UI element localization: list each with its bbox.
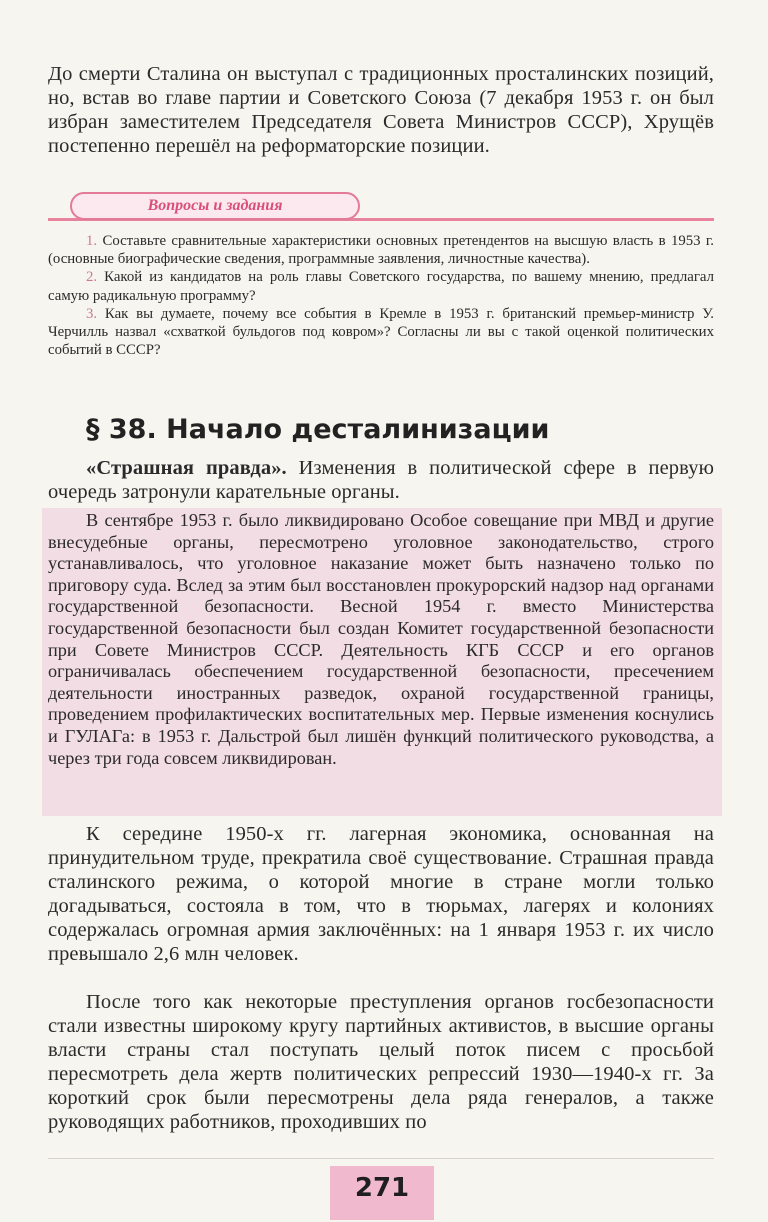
section-title: § 38. Начало десталинизации [86, 414, 550, 445]
paragraph-3-text: К середине 1950-х гг. лагерная экономика, основанная на принудительном труде, прекратила своё существование. Страшная правда сталинского режима, о которой многие в стране могли только догадываться, состояла в том, что в тюрьмах, лагерях и колониях содержалась огромная армия заключённых: на 1 января 1953 г. их число превышало 2,6 млн человек. [48, 823, 714, 965]
question-number: 2. [86, 269, 98, 286]
intro-paragraph [48, 62, 714, 158]
footer-divider [48, 1158, 714, 1159]
question-text: Какой из кандидатов на роль главы Советского государства, по вашему мнению, предлагал самую радикальную программу? [48, 269, 714, 304]
page-number: 271 [354, 1173, 410, 1203]
subsection-intro-text [48, 456, 714, 504]
question-item [48, 305, 714, 360]
question-number: 3. [86, 305, 98, 322]
paragraph-4 [48, 990, 714, 1134]
question-number: 1. [86, 233, 98, 249]
highlighted-paragraph [48, 510, 714, 769]
question-item [48, 268, 714, 304]
questions-list [48, 232, 714, 359]
question-text: Как вы думаете, почему все события в Кремле в 1953 г. британский премьер-министр У. Черчилль назвал «схваткой бульдогов под ковром»? Согласны ли вы с такой оценкой политических событий в СССР? [48, 305, 714, 359]
highlighted-text: В сентябре 1953 г. было ликвидировано Особое совещание при МВД и другие внесудебные органы, пересмотрено уголовное законодательство, строго устанавливалось, что уголовное наказание может быть назначено только по приговору суда. Вслед за этим был восстановлен прокурорский надзор над органами государственной безопасности. Весной 1954 г. вместо Министерства государственной безопасности был создан Комитет государственной безопасности при Совете Министров СССР. Деятельность КГБ СССР и его органов ограничивалась обеспечением государственной безопасности, пресечением деятельности иностранных разведок, охраной государственной границы, проведением профилактических воспитательных мер. Первые изменения коснулись и ГУЛАГа: в 1953 г. Дальстрой был лишён функций политического руководства, а через три года совсем ликвидирован. [48, 510, 714, 768]
subsection-lead: «Страшная правда». [86, 457, 287, 479]
question-text: Составьте сравнительные характеристики основных претендентов на высшую власть в 1953 г. (основные биографические сведения, программные заявления, личностные качества). [48, 233, 714, 268]
question-item [48, 232, 714, 268]
subsection-lead-text: Изменения в политической сфере в первую очередь затронули карательные органы. [48, 457, 714, 503]
questions-header [48, 192, 714, 222]
intro-text: До смерти Сталина он выступал с традиционных просталинских позиций, но, встав во главе партии и Советского Союза (7 декабря 1953 г. он был избран заместителем Председателя Совета Министров СССР), Хрущёв постепенно перешёл на реформаторские позиции. [48, 63, 714, 157]
paragraph-3 [48, 822, 714, 966]
paragraph-4-text: После того как некоторые преступления органов госбезопасности стали известны широкому кругу партийных активистов, в высшие органы власти страны стал поступать целый поток писем с просьбой пересмотреть дела жертв политических репрессий 1930—1940-х гг. За короткий срок были пересмотрены дела ряда генералов, а также руководящих работников, проходивших по [48, 991, 714, 1133]
questions-pill [70, 192, 360, 220]
subsection-intro [48, 456, 714, 504]
questions-title: Вопросы и задания [147, 197, 283, 214]
